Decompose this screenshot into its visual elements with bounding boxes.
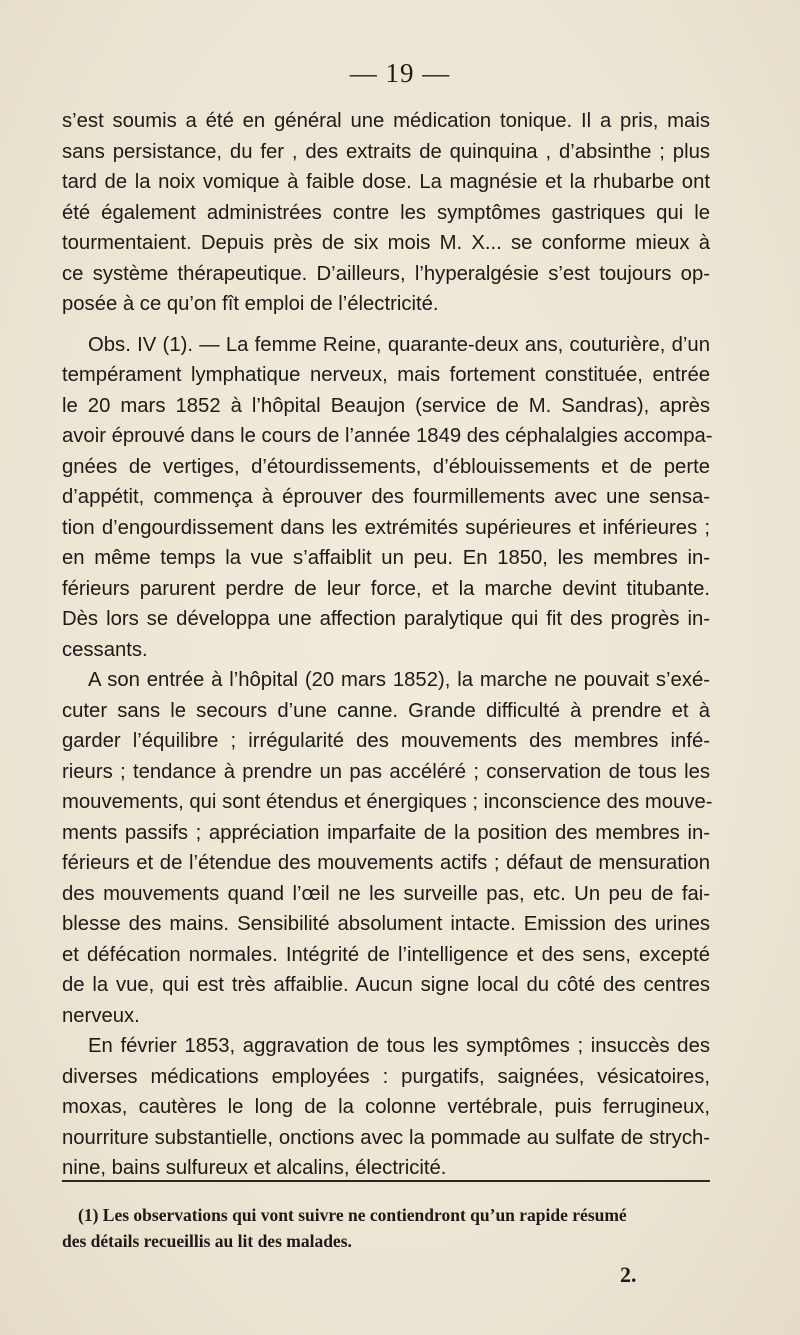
body-text	[62, 106, 713, 1184]
footnote-divider	[62, 1180, 710, 1182]
paragraph-2	[62, 330, 713, 666]
paragraph-3	[62, 665, 713, 1031]
text-line: sans persistance, du fer , des extraits de quinquina , d’absinthe ; plus	[62, 140, 710, 163]
text-line: cessants.	[62, 638, 148, 661]
text-line: été également administrées contre les symptômes gastriques qui le	[62, 201, 710, 224]
paragraph-4	[62, 1031, 710, 1184]
text-line: férieurs parurent perdre de leur force, et la marche devint titubante.	[62, 577, 710, 600]
text-line: et défécation normales. Intégrité de l’intelligence et des sens, excepté	[62, 943, 710, 966]
text-line: le 20 mars 1852 à l’hôpital Beaujon (service de M. Sandras), après	[62, 394, 710, 417]
text-line: avoir éprouvé dans le cours de l’année 1849 des céphalalgies accompa-	[62, 425, 713, 447]
text-line: blesse des mains. Sensibilité absolument intacte. Emission des urines	[62, 913, 710, 935]
text-line: tourmentaient. Depuis près de six mois M. X... se conforme mieux à	[62, 232, 710, 254]
text-line: nourriture substantielle, onctions avec la pommade au sulfate de strych-	[62, 1126, 710, 1149]
text-line: rieurs ; tendance à prendre un pas accéléré ; conservation de tous les	[62, 760, 710, 783]
footnote-line: (1) Les observations qui vont suivre ne contiendront qu’un rapide résumé	[78, 1205, 627, 1225]
text-line: férieurs et de l’étendue des mouvements actifs ; défaut de mensuration	[62, 852, 710, 874]
text-line: moxas, cautères le long de la colonne vertébrale, puis ferrugineux,	[62, 1096, 710, 1118]
text-line: gnées de vertiges, d’étourdissements, d’éblouissements et de perte	[62, 455, 710, 478]
text-line: s’est soumis a été en général une médication tonique. Il a pris, mais	[62, 110, 710, 132]
text-line: posée à ce qu’on fît emploi de l’électricité.	[62, 293, 439, 315]
text-line: tion d’engourdissement dans les extrémités supérieures et inférieures ;	[62, 516, 710, 539]
page-number: — 19 —	[349, 58, 451, 88]
text-line: de la vue, qui est très affaiblie. Aucun signe local du côté des centres	[62, 974, 710, 996]
text-line: A son entrée à l’hôpital (20 mars 1852), la marche ne pouvait s’exé-	[88, 669, 710, 691]
text-line: en même temps la vue s’affaiblit un peu. En 1850, les membres in-	[62, 547, 710, 569]
text-line: nerveux.	[62, 1004, 140, 1027]
text-line: tempérament lymphatique nerveux, mais fortement constituée, entrée	[62, 364, 710, 386]
text-line: tard de la noix vomique à faible dose. La magnésie et la rhubarbe ont	[62, 171, 710, 193]
text-line: mouvements, qui sont étendus et énergiques ; inconscience des mouve-	[62, 791, 713, 813]
footnote	[62, 1202, 710, 1254]
text-line: Obs. IV (1). — La femme Reine, quarante-deux ans, couturière, d’un	[88, 333, 710, 356]
text-line: ments passifs ; appréciation imparfaite de la position des membres in-	[62, 821, 710, 844]
footnote-line: des détails recueillis au lit des malades.	[62, 1231, 352, 1251]
text-line: d’appétit, commença à éprouver des fourmillements avec une sensa-	[62, 486, 710, 508]
text-line: ce système thérapeutique. D’ailleurs, l’hyperalgésie s’est toujours op-	[62, 262, 710, 285]
signature-mark: 2.	[620, 1262, 637, 1287]
text-line: cuter sans le secours d’une canne. Grande difficulté à prendre et à	[62, 699, 710, 722]
text-line: diverses médications employées : purgatifs, saignées, vésicatoires,	[62, 1065, 710, 1088]
text-line: des mouvements quand l’œil ne les surveille pas, etc. Un peu de fai-	[62, 882, 710, 905]
paragraph-1	[62, 106, 710, 320]
text-line: garder l’équilibre ; irrégularité des mouvements des membres infé-	[62, 730, 710, 752]
text-line: En février 1853, aggravation de tous les symptômes ; insuccès des	[88, 1035, 710, 1057]
text-line: Dès lors se développa une affection paralytique qui fit des progrès in-	[62, 608, 710, 630]
text-line: nine, bains sulfureux et alcalins, électricité.	[62, 1157, 447, 1179]
